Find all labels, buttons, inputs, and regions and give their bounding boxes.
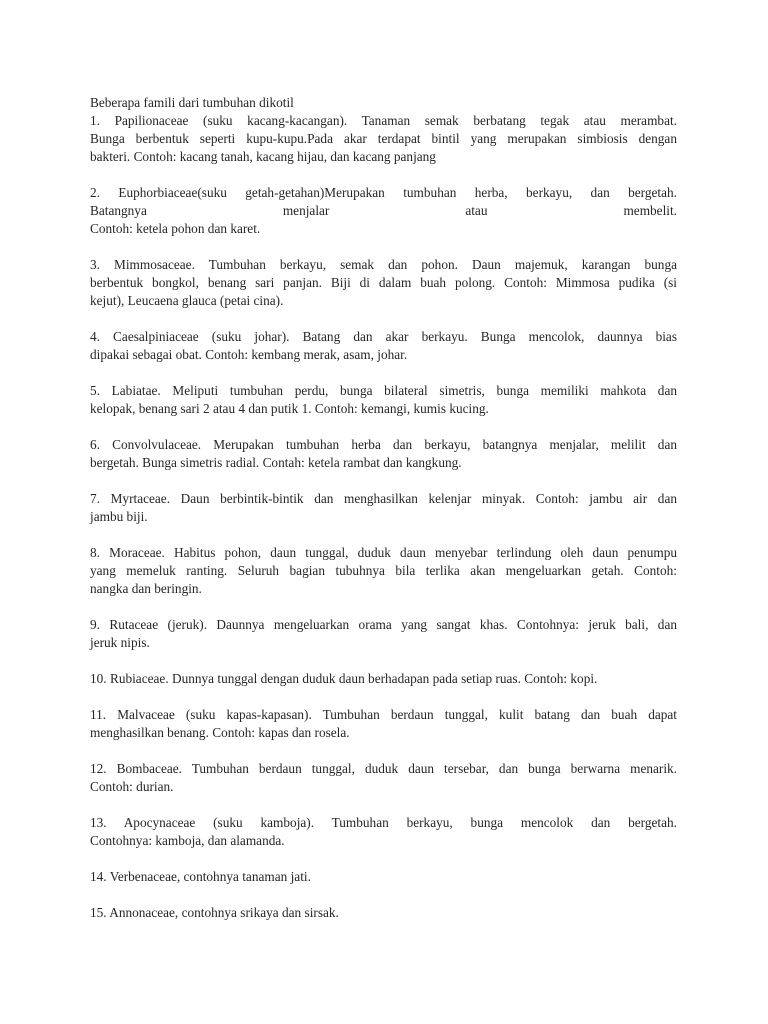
family-entry — [90, 616, 677, 652]
entry-line: 15. Annonaceae, contohnya srikaya dan sirsak. — [90, 905, 339, 920]
family-entry — [90, 490, 677, 526]
family-entry — [90, 670, 677, 688]
entry-line: 11. Malvaceae (suku kapas-kapasan). Tumbuhan berdaun tunggal, kulit batang dan buah dapat — [90, 707, 677, 722]
family-list — [90, 112, 677, 922]
entry-line: yang memeluk ranting. Seluruh bagian tubuhnya bila terlika akan mengeluarkan getah. Contoh: — [90, 563, 677, 578]
family-entry — [90, 760, 677, 796]
entry-line: berbentuk bongkol, benang sari panjan. Biji di dalam buah polong. Contoh: Mimmosa pudika (si — [90, 275, 677, 290]
entry-line: 3. Mimmosaceae. Tumbuhan berkayu, semak dan pohon. Daun majemuk, karangan bunga — [90, 257, 677, 272]
entry-line: 9. Rutaceae (jeruk). Daunnya mengeluarkan orama yang sangat khas. Contohnya: jeruk bali, dan — [90, 617, 677, 632]
entry-line: 10. Rubiaceae. Dunnya tunggal dengan duduk daun berhadapan pada setiap ruas. Contoh: kopi. — [90, 671, 598, 686]
entry-line: 1. Papilionaceae (suku kacang-kacangan). Tanaman semak berbatang tegak atau merambat. — [90, 113, 677, 128]
family-entry — [90, 382, 677, 418]
entry-line: 7. Myrtaceae. Daun berbintik-bintik dan menghasilkan kelenjar minyak. Contoh: jambu air dan — [90, 491, 677, 506]
entry-line: bakteri. Contoh: kacang tanah, kacang hijau, dan kacang panjang — [90, 149, 436, 164]
family-entry — [90, 814, 677, 850]
entry-line: Bunga berbentuk seperti kupu-kupu.Pada akar terdapat bintil yang merupakan simbiosis dengan — [90, 131, 677, 146]
entry-line: Contohnya: kamboja, dan alamanda. — [90, 833, 285, 848]
entry-line: Contoh: durian. — [90, 779, 174, 794]
family-entry — [90, 436, 677, 472]
family-entry — [90, 904, 677, 922]
entry-line: menghasilkan benang. Contoh: kapas dan rosela. — [90, 725, 350, 740]
document-title: Beberapa famili dari tumbuhan dikotil — [90, 95, 294, 110]
entry-line: bergetah. Bunga simetris radial. Contah: ketela rambat dan kangkung. — [90, 455, 462, 470]
entry-line: 2. Euphorbiaceae(suku getah-getahan)Merupakan tumbuhan herba, berkayu, dan bergetah. — [90, 185, 677, 200]
family-entry — [90, 706, 677, 742]
entry-line: nangka dan beringin. — [90, 581, 202, 596]
entry-line: jeruk nipis. — [90, 635, 150, 650]
family-entry — [90, 112, 677, 166]
entry-line: 5. Labiatae. Meliputi tumbuhan perdu, bunga bilateral simetris, bunga memiliki mahkota dan — [90, 383, 677, 398]
entry-line: 8. Moraceae. Habitus pohon, daun tunggal, duduk daun menyebar terlindung oleh daun penumpu — [90, 545, 677, 560]
entry-line: kejut), Leucaena glauca (petai cina). — [90, 293, 284, 308]
family-entry — [90, 868, 677, 886]
entry-line: kelopak, benang sari 2 atau 4 dan putik 1. Contoh: kemangi, kumis kucing. — [90, 401, 489, 416]
entry-line: 13. Apocynaceae (suku kamboja). Tumbuhan berkayu, bunga mencolok dan bergetah. — [90, 815, 677, 830]
entry-line: Batangnya menjalar atau membelit. — [90, 203, 677, 218]
entry-line: 4. Caesalpiniaceae (suku johar). Batang dan akar berkayu. Bunga mencolok, daunnya bias — [90, 329, 677, 344]
entry-line: dipakai sebagai obat. Contoh: kembang merak, asam, johar. — [90, 347, 408, 362]
family-entry — [90, 256, 677, 310]
document-page — [90, 94, 677, 940]
entry-line: 14. Verbenaceae, contohnya tanaman jati. — [90, 869, 311, 884]
family-entry — [90, 184, 677, 238]
entry-line: jambu biji. — [90, 509, 148, 524]
entry-line: Contoh: ketela pohon dan karet. — [90, 221, 261, 236]
entry-line: 6. Convolvulaceae. Merupakan tumbuhan herba dan berkayu, batangnya menjalar, melilit dan — [90, 437, 677, 452]
family-entry — [90, 544, 677, 598]
family-entry — [90, 328, 677, 364]
entry-line: 12. Bombaceae. Tumbuhan berdaun tunggal, duduk daun tersebar, dan bunga berwarna menarik. — [90, 761, 677, 776]
